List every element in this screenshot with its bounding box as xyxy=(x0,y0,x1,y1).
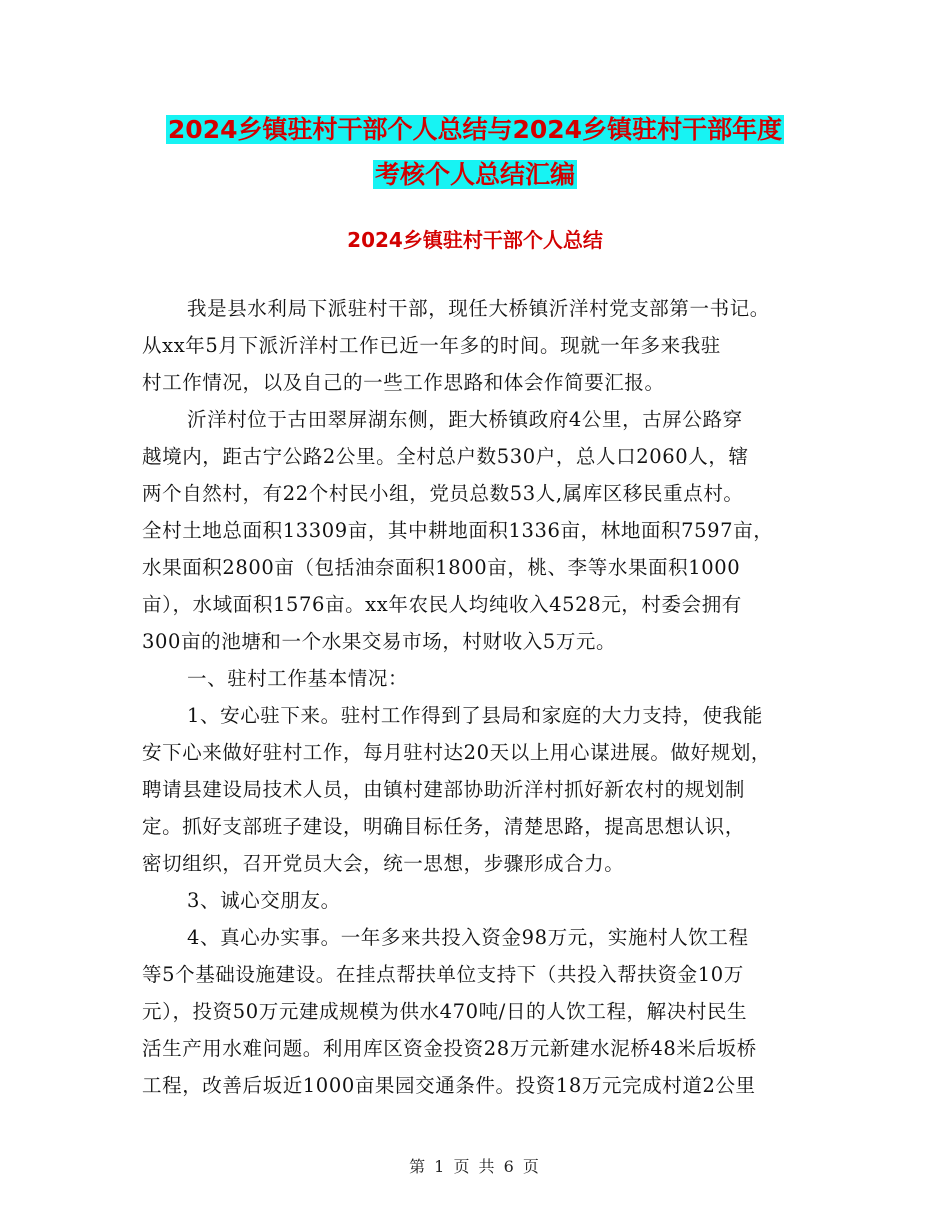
document-title-line-2 xyxy=(0,158,950,192)
paragraph-line: 安下心来做好驻村工作，每月驻村达20天以上用心谋进展。做好规划， xyxy=(142,741,772,764)
document-body xyxy=(142,290,814,1104)
paragraph-line: 沂洋村位于古田翠屏湖东侧，距大桥镇政府4公里，古屏公路穿 xyxy=(187,408,743,431)
paragraph-line: 3、诚心交朋友。 xyxy=(187,889,341,912)
paragraph-line: 定。抓好支部班子建设，明确目标任务，清楚思路，提高思想认识， xyxy=(142,815,746,838)
section-heading: 一、驻村工作基本情况： xyxy=(187,667,409,690)
title-highlight-1: 2024乡镇驻村干部个人总结与2024乡镇驻村干部年度 xyxy=(167,115,783,144)
paragraph-line: 从xx年5月下派沂洋村工作已近一年多的时间。现就一年多来我驻 xyxy=(142,334,721,357)
paragraph-line: 两个自然村，有22个村民小组，党员总数53人,属库区移民重点村。 xyxy=(142,482,744,505)
paragraph-line: 我是县水利局下派驻村干部，现任大桥镇沂洋村党支部第一书记。 xyxy=(187,297,770,320)
paragraph-line: 水果面积2800亩（包括油奈面积1800亩，桃、李等水果面积1000 xyxy=(142,556,741,579)
paragraph-line: 亩），水域面积1576亩。xx年农民人均纯收入4528元，村委会拥有 xyxy=(142,593,742,616)
paragraph-line: 4、真心办实事。一年多来共投入资金98万元，实施村人饮工程 xyxy=(187,926,749,949)
paragraph-line: 全村土地总面积13309亩，其中耕地面积1336亩，林地面积7597亩， xyxy=(142,519,774,542)
paragraph-line: 聘请县建设局技术人员，由镇村建部协助沂洋村抓好新农村的规划制 xyxy=(142,778,746,801)
page-footer: 第 1 页 共 6 页 xyxy=(409,1157,541,1176)
document-title-line-1 xyxy=(0,113,950,147)
section-title: 2024乡镇驻村干部个人总结 xyxy=(347,228,603,252)
paragraph-line: 300亩的池塘和一个水果交易市场，村财收入5万元。 xyxy=(142,630,617,653)
title-highlight-2: 考核个人总结汇编 xyxy=(374,160,575,189)
paragraph-line: 村工作情况，以及自己的一些工作思路和体会作简要汇报。 xyxy=(142,371,665,394)
paragraph-line: 等5个基础设施建设。在挂点帮扶单位支持下（共投入帮扶资金10万 xyxy=(142,963,744,986)
paragraph-line: 1、安心驻下来。驻村工作得到了县局和家庭的大力支持，使我能 xyxy=(187,704,763,727)
paragraph-line: 元），投资50万元建成规模为供水470吨/日的人饮工程，解决村民生 xyxy=(142,1000,748,1023)
paragraph-line: 工程，改善后坂近1000亩果园交通条件。投资18万元完成村道2公里 xyxy=(142,1074,756,1097)
paragraph-line: 密切组织，召开党员大会，统一思想，步骤形成合力。 xyxy=(142,852,625,875)
paragraph-line: 越境内，距古宁公路2公里。全村总户数530户，总人口2060人，辖 xyxy=(142,445,749,468)
paragraph-line: 活生产用水难问题。利用库区资金投资28万元新建水泥桥48米后坂桥 xyxy=(142,1037,757,1060)
